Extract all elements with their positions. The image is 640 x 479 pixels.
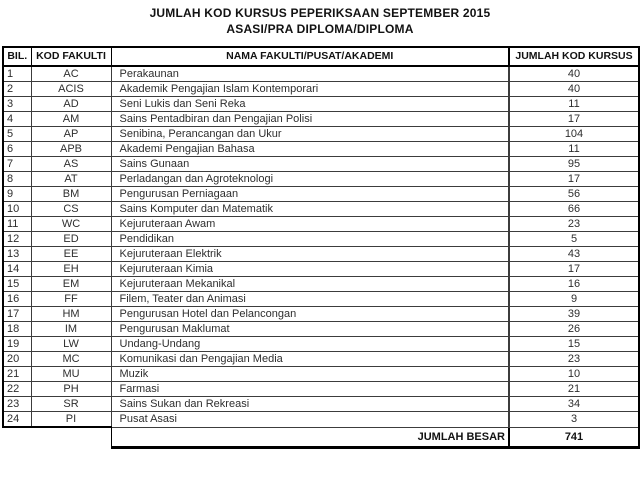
nama-cell: Pengurusan Hotel dan Pelancongan: [111, 307, 509, 322]
nama-cell: Pendidikan: [111, 232, 509, 247]
nama-cell: Senibina, Perancangan dan Ukur: [111, 127, 509, 142]
nama-cell: Perladangan dan Agroteknologi: [111, 172, 509, 187]
kod-cell: EH: [31, 262, 111, 277]
bil-cell: 1: [3, 66, 31, 82]
kod-cell: PI: [31, 412, 111, 428]
kod-cell: EE: [31, 247, 111, 262]
table-row: [3, 127, 639, 142]
kod-cell: APB: [31, 142, 111, 157]
nama-cell: Perakaunan: [111, 66, 509, 82]
jumlah-cell: 23: [509, 217, 639, 232]
grand-total-value: 741: [509, 427, 639, 447]
kod-cell: WC: [31, 217, 111, 232]
nama-cell: Farmasi: [111, 382, 509, 397]
jumlah-cell: 43: [509, 247, 639, 262]
table-row: [3, 202, 639, 217]
table-row: [3, 66, 639, 82]
jumlah-cell: 10: [509, 367, 639, 382]
nama-cell: Pusat Asasi: [111, 412, 509, 428]
kod-cell: AM: [31, 112, 111, 127]
kod-cell: ED: [31, 232, 111, 247]
kod-cell: CS: [31, 202, 111, 217]
jumlah-cell: 26: [509, 322, 639, 337]
nama-cell: Pengurusan Perniagaan: [111, 187, 509, 202]
bil-cell: 13: [3, 247, 31, 262]
bil-cell: 14: [3, 262, 31, 277]
jumlah-cell: 15: [509, 337, 639, 352]
kod-cell: AS: [31, 157, 111, 172]
bil-cell: 2: [3, 82, 31, 97]
bil-cell: 4: [3, 112, 31, 127]
table-row: [3, 322, 639, 337]
nama-cell: Sains Sukan dan Rekreasi: [111, 397, 509, 412]
table-row: [3, 187, 639, 202]
title-line-1: JUMLAH KOD KURSUS PEPERIKSAAN SEPTEMBER 2015: [149, 6, 491, 20]
nama-cell: Sains Komputer dan Matematik: [111, 202, 509, 217]
jumlah-cell: 40: [509, 82, 639, 97]
bil-cell: 20: [3, 352, 31, 367]
bil-cell: 17: [3, 307, 31, 322]
nama-cell: Sains Gunaan: [111, 157, 509, 172]
nama-cell: Akademik Pengajian Islam Kontemporari: [111, 82, 509, 97]
nama-cell: Pengurusan Maklumat: [111, 322, 509, 337]
nama-cell: Seni Lukis dan Seni Reka: [111, 97, 509, 112]
kod-cell: HM: [31, 307, 111, 322]
footer-spacer: [3, 427, 111, 447]
bil-cell: 10: [3, 202, 31, 217]
bil-cell: 22: [3, 382, 31, 397]
jumlah-cell: 9: [509, 292, 639, 307]
bil-cell: 16: [3, 292, 31, 307]
table-row: [3, 172, 639, 187]
table-row: [3, 97, 639, 112]
kod-cell: IM: [31, 322, 111, 337]
jumlah-cell: 11: [509, 97, 639, 112]
jumlah-cell: 66: [509, 202, 639, 217]
nama-cell: Komunikasi dan Pengajian Media: [111, 352, 509, 367]
kod-cell: MU: [31, 367, 111, 382]
header-row: [3, 47, 639, 66]
kod-cell: EM: [31, 277, 111, 292]
jumlah-cell: 104: [509, 127, 639, 142]
bil-cell: 3: [3, 97, 31, 112]
kod-cell: ACIS: [31, 82, 111, 97]
table-row: [3, 157, 639, 172]
table-row: [3, 232, 639, 247]
table-row: [3, 277, 639, 292]
grand-total-row: [3, 427, 639, 447]
jumlah-cell: 56: [509, 187, 639, 202]
header-bil: BIL.: [3, 47, 31, 66]
table-row: [3, 292, 639, 307]
header-jumlah-kod-kursus: JUMLAH KOD KURSUS: [509, 47, 639, 66]
bil-cell: 12: [3, 232, 31, 247]
bil-cell: 9: [3, 187, 31, 202]
header-kod-fakulti: KOD FAKULTI: [31, 47, 111, 66]
kod-cell: AD: [31, 97, 111, 112]
kod-cell: SR: [31, 397, 111, 412]
nama-cell: Kejuruteraan Elektrik: [111, 247, 509, 262]
bil-cell: 18: [3, 322, 31, 337]
jumlah-cell: 16: [509, 277, 639, 292]
nama-cell: Kejuruteraan Kimia: [111, 262, 509, 277]
table-row: [3, 337, 639, 352]
nama-cell: Kejuruteraan Awam: [111, 217, 509, 232]
nama-cell: Undang-Undang: [111, 337, 509, 352]
nama-cell: Sains Pentadbiran dan Pengajian Polisi: [111, 112, 509, 127]
bil-cell: 23: [3, 397, 31, 412]
bil-cell: 21: [3, 367, 31, 382]
jumlah-cell: 39: [509, 307, 639, 322]
table-row: [3, 217, 639, 232]
table-row: [3, 247, 639, 262]
table-row: [3, 382, 639, 397]
bil-cell: 15: [3, 277, 31, 292]
kod-cell: MC: [31, 352, 111, 367]
bil-cell: 8: [3, 172, 31, 187]
page-title: [0, 0, 640, 37]
jumlah-cell: 23: [509, 352, 639, 367]
jumlah-cell: 17: [509, 262, 639, 277]
bil-cell: 19: [3, 337, 31, 352]
jumlah-cell: 95: [509, 157, 639, 172]
header-nama-fakulti: NAMA FAKULTI/PUSAT/AKADEMI: [111, 47, 509, 66]
bil-cell: 7: [3, 157, 31, 172]
bil-cell: 11: [3, 217, 31, 232]
bil-cell: 24: [3, 412, 31, 428]
jumlah-cell: 40: [509, 66, 639, 82]
table-row: [3, 352, 639, 367]
kod-cell: PH: [31, 382, 111, 397]
table-row: [3, 307, 639, 322]
jumlah-cell: 3: [509, 412, 639, 428]
nama-cell: Filem, Teater dan Animasi: [111, 292, 509, 307]
table-row: [3, 82, 639, 97]
kod-cell: FF: [31, 292, 111, 307]
kod-cell: AT: [31, 172, 111, 187]
course-code-table: [2, 46, 640, 449]
jumlah-cell: 5: [509, 232, 639, 247]
jumlah-cell: 17: [509, 172, 639, 187]
jumlah-cell: 17: [509, 112, 639, 127]
table-row: [3, 112, 639, 127]
nama-cell: Muzik: [111, 367, 509, 382]
grand-total-label: JUMLAH BESAR: [111, 427, 509, 447]
kod-cell: LW: [31, 337, 111, 352]
kod-cell: BM: [31, 187, 111, 202]
nama-cell: Kejuruteraan Mekanikal: [111, 277, 509, 292]
table-body: [3, 66, 639, 427]
table-row: [3, 262, 639, 277]
table-row: [3, 397, 639, 412]
title-line-2: ASASI/PRA DIPLOMA/DIPLOMA: [226, 22, 414, 36]
jumlah-cell: 11: [509, 142, 639, 157]
table-row: [3, 142, 639, 157]
table-row: [3, 412, 639, 428]
kod-cell: AP: [31, 127, 111, 142]
nama-cell: Akademi Pengajian Bahasa: [111, 142, 509, 157]
kod-cell: AC: [31, 66, 111, 82]
bil-cell: 5: [3, 127, 31, 142]
bil-cell: 6: [3, 142, 31, 157]
jumlah-cell: 34: [509, 397, 639, 412]
jumlah-cell: 21: [509, 382, 639, 397]
table-row: [3, 367, 639, 382]
